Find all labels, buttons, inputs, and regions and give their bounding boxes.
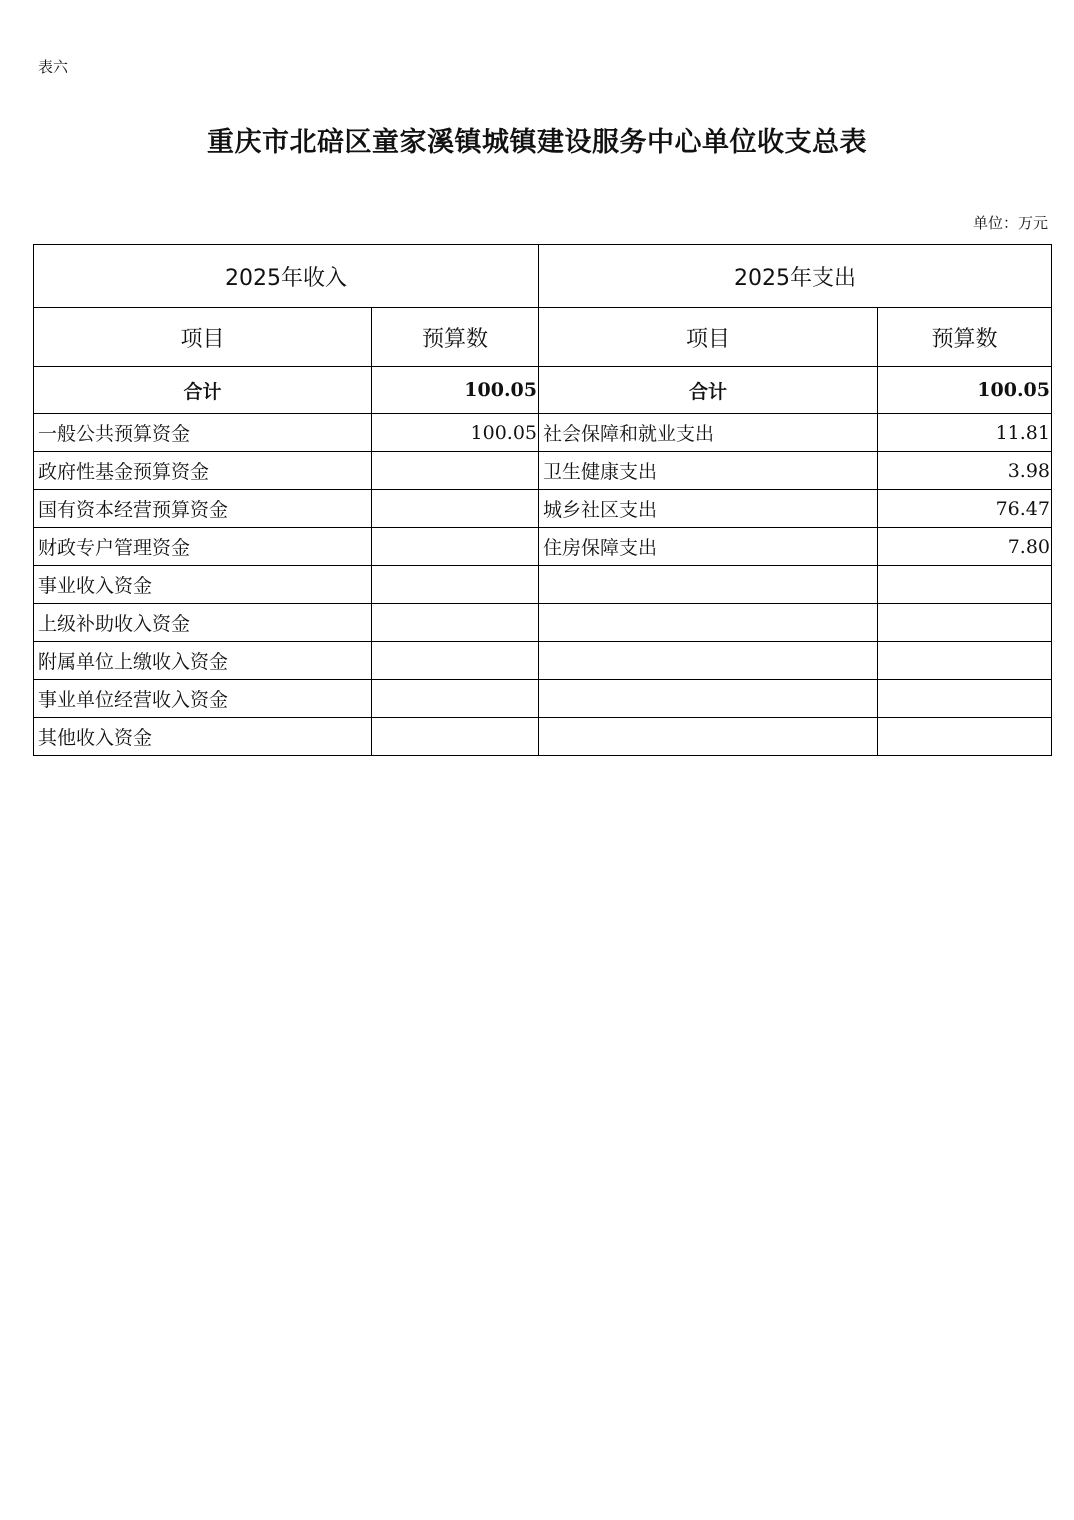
expense-amount-cell: [878, 566, 1052, 604]
income-item-cell: 其他收入资金: [34, 718, 372, 756]
expense-item-cell: 社会保障和就业支出: [539, 414, 878, 452]
income-amount-cell: [372, 566, 539, 604]
income-total-value: 100.05: [372, 367, 539, 414]
expense-amount-cell: 76.47: [878, 490, 1052, 528]
expense-amount-cell: 11.81: [878, 414, 1052, 452]
expense-section-heading: 2025年支出: [539, 245, 1052, 308]
income-amount-cell: [372, 604, 539, 642]
income-total-label: 合计: [34, 367, 372, 414]
income-budget-column-header: 预算数: [372, 308, 539, 367]
income-expense-summary-table: [33, 244, 1052, 756]
expense-budget-column-header: 预算数: [878, 308, 1052, 367]
income-section-heading: 2025年收入: [34, 245, 539, 308]
table-number-label: 表六: [38, 58, 69, 76]
expense-amount-cell: [878, 680, 1052, 718]
income-item-cell: 财政专户管理资金: [34, 528, 372, 566]
income-amount-cell: [372, 718, 539, 756]
table-row: [34, 490, 1052, 528]
table-row: [34, 604, 1052, 642]
expense-item-column-header: 项目: [539, 308, 878, 367]
section-header-row: [34, 245, 1052, 308]
income-amount-cell: [372, 642, 539, 680]
column-header-row: [34, 308, 1052, 367]
expense-item-cell: [539, 604, 878, 642]
expense-item-cell: 城乡社区支出: [539, 490, 878, 528]
income-item-cell: 附属单位上缴收入资金: [34, 642, 372, 680]
expense-item-cell: [539, 566, 878, 604]
income-item-cell: 一般公共预算资金: [34, 414, 372, 452]
income-item-column-header: 项目: [34, 308, 372, 367]
expense-amount-cell: [878, 642, 1052, 680]
income-item-cell: 事业收入资金: [34, 566, 372, 604]
expense-amount-cell: 3.98: [878, 452, 1052, 490]
expense-total-value: 100.05: [878, 367, 1052, 414]
income-item-cell: 国有资本经营预算资金: [34, 490, 372, 528]
income-amount-cell: [372, 490, 539, 528]
expense-amount-cell: [878, 718, 1052, 756]
income-item-cell: 事业单位经营收入资金: [34, 680, 372, 718]
income-amount-cell: [372, 452, 539, 490]
income-amount-cell: [372, 680, 539, 718]
table-row: [34, 718, 1052, 756]
table-row: [34, 642, 1052, 680]
expense-total-label: 合计: [539, 367, 878, 414]
table-row: [34, 452, 1052, 490]
table-row: [34, 414, 1052, 452]
income-amount-cell: [372, 528, 539, 566]
expense-amount-cell: 7.80: [878, 528, 1052, 566]
unit-label: 单位：万元: [972, 214, 1048, 232]
expense-item-cell: [539, 642, 878, 680]
table-row: [34, 566, 1052, 604]
expense-item-cell: [539, 680, 878, 718]
expense-item-cell: 卫生健康支出: [539, 452, 878, 490]
total-row: [34, 367, 1052, 414]
expense-amount-cell: [878, 604, 1052, 642]
income-item-cell: 上级补助收入资金: [34, 604, 372, 642]
table-row: [34, 680, 1052, 718]
income-amount-cell: 100.05: [372, 414, 539, 452]
document-title: 重庆市北碚区童家溪镇城镇建设服务中心单位收支总表: [207, 127, 867, 158]
expense-item-cell: 住房保障支出: [539, 528, 878, 566]
expense-item-cell: [539, 718, 878, 756]
table-row: [34, 528, 1052, 566]
income-item-cell: 政府性基金预算资金: [34, 452, 372, 490]
